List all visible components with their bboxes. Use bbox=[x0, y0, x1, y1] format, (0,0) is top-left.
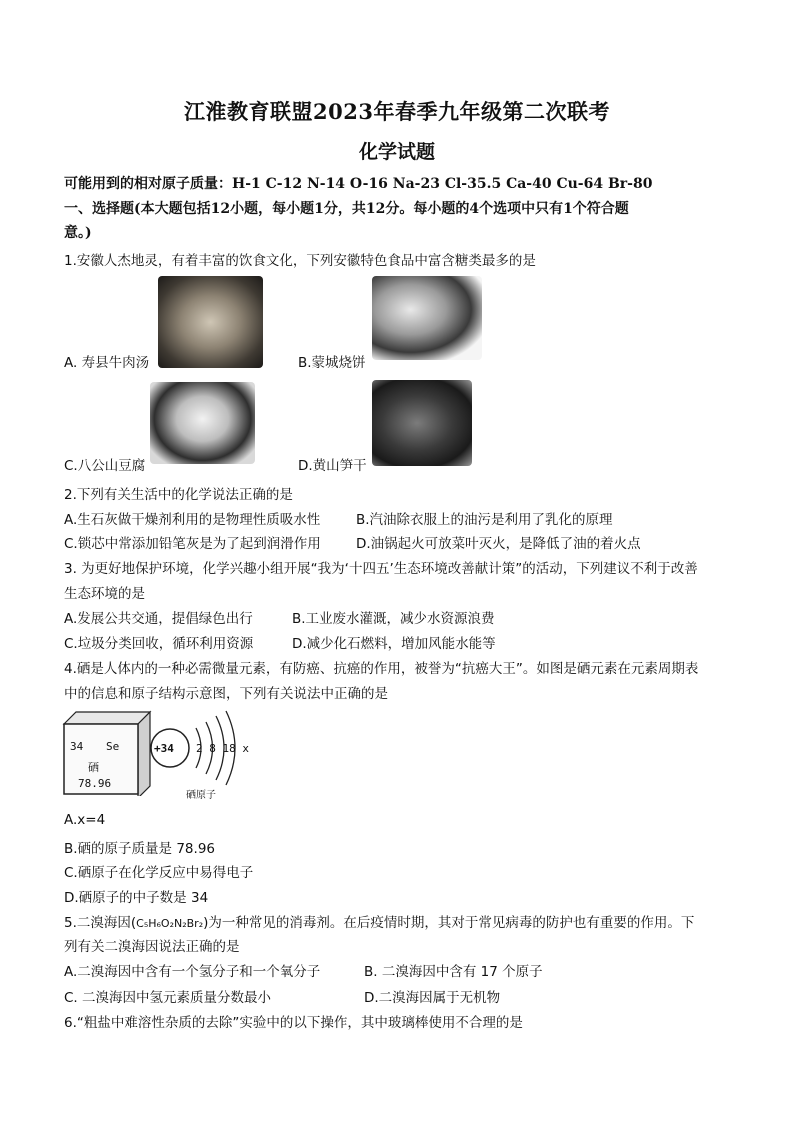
q1-option-b: B.蒙城烧饼 bbox=[298, 355, 366, 371]
element-name: 硒 bbox=[88, 761, 99, 774]
q4-option-b: B.硒的原子质量是 78.96 bbox=[64, 841, 215, 857]
q3-option-c: C.垃圾分类回收，循环利用资源 bbox=[64, 636, 254, 652]
q5-option-b: B. 二溴海因中含有 17 个原子 bbox=[364, 964, 543, 980]
beef-soup-photo bbox=[158, 276, 263, 368]
atomic-mass: 78.96 bbox=[78, 777, 112, 790]
q5-stem-post: )为一种常见的消毒剂。在后疫情时期，其对于常见病毒的防护也有重要的作用。下 bbox=[203, 915, 695, 931]
atomic-masses: 可能用到的相对原子质量：H-1 C-12 N-14 O-16 Na-23 Cl-35.5 Ca-40 Cu-64 Br-80 bbox=[64, 176, 653, 192]
exam-title: 江淮教育联盟2023年春季九年级第二次联考 bbox=[184, 99, 610, 124]
q1-option-d: D.黄山笋干 bbox=[298, 458, 367, 474]
section1-heading: 一、选择题(本大题包括12小题，每小题1分，共12分。每小题的4个选项中只有1个符合题 bbox=[64, 201, 629, 217]
q4-stem-cont: 中的信息和原子结构示意图，下列有关说法中正确的是 bbox=[64, 686, 388, 702]
element-symbol: Se bbox=[106, 740, 120, 753]
baked-cake-photo bbox=[372, 276, 482, 360]
q3-stem: 3. 为更好地保护环境，化学兴趣小组开展“我为‘十四五’生态环境改善献计策”的活动，下列建议不利于改善 bbox=[64, 561, 698, 577]
q3-stem-cont: 生态环境的是 bbox=[64, 586, 145, 602]
q3-option-b: B.工业废水灌溉，减少水资源浪费 bbox=[292, 611, 495, 627]
q5-option-a: A.二溴海因中含有一个氢分子和一个氧分子 bbox=[64, 964, 321, 980]
q1-stem: 1.安徽人杰地灵，有着丰富的饮食文化，下列安徽特色食品中富含糖类最多的是 bbox=[64, 253, 536, 269]
q2-stem: 2.下列有关生活中的化学说法正确的是 bbox=[64, 487, 293, 503]
q2-option-c: C.锁芯中常添加铅笔灰是为了起到润滑作用 bbox=[64, 536, 321, 552]
section1-heading-cont: 意。) bbox=[64, 225, 92, 241]
atomic-number: 34 bbox=[70, 740, 84, 753]
q5-option-d: D.二溴海因属于无机物 bbox=[364, 990, 501, 1006]
q2-option-d: D.油锅起火可放菜叶灭火，是降低了油的着火点 bbox=[356, 536, 641, 552]
q4-stem: 4.硒是人体内的一种必需微量元素，有防癌、抗癌的作用，被誉为“抗癌大王”。如图是硒元素在元素周期表 bbox=[64, 661, 699, 677]
q1-option-c: C.八公山豆腐 bbox=[64, 458, 146, 474]
q3-option-a: A.发展公共交通，提倡绿色出行 bbox=[64, 611, 253, 627]
q5-stem-cont: 列有关二溴海因说法正确的是 bbox=[64, 939, 240, 955]
q4-option-a: A.x=4 bbox=[64, 812, 106, 828]
electron-shells: 2 8 18 x bbox=[196, 742, 249, 755]
atom-caption: 硒原子 bbox=[186, 790, 216, 801]
q5-option-c: C. 二溴海因中氢元素质量分数最小 bbox=[64, 990, 272, 1006]
nucleus-charge: +34 bbox=[154, 742, 174, 755]
q4-option-c: C.硒原子在化学反应中易得电子 bbox=[64, 865, 254, 881]
q6-stem: 6.“粗盐中难溶性杂质的去除”实验中的以下操作，其中玻璃棒使用不合理的是 bbox=[64, 1015, 523, 1031]
q1-option-a: A. 寿县牛肉汤 bbox=[64, 355, 150, 371]
q5-stem bbox=[64, 911, 694, 931]
tofu-photo bbox=[150, 382, 255, 464]
exam-subtitle: 化学试题 bbox=[358, 141, 435, 163]
q2-option-a: A.生石灰做干燥剂利用的是物理性质吸水性 bbox=[64, 512, 321, 528]
chemical-formula: C₅H₆O₂N₂Br₂ bbox=[136, 917, 204, 930]
q5-stem-pre: 5.二溴海因( bbox=[64, 915, 137, 931]
bamboo-shoot-photo bbox=[372, 380, 472, 466]
q2-option-b: B.汽油除衣服上的油污是利用了乳化的原理 bbox=[356, 512, 613, 528]
q3-option-d: D.减少化石燃料，增加风能水能等 bbox=[292, 636, 496, 652]
q4-option-d: D.硒原子的中子数是 34 bbox=[64, 890, 209, 906]
